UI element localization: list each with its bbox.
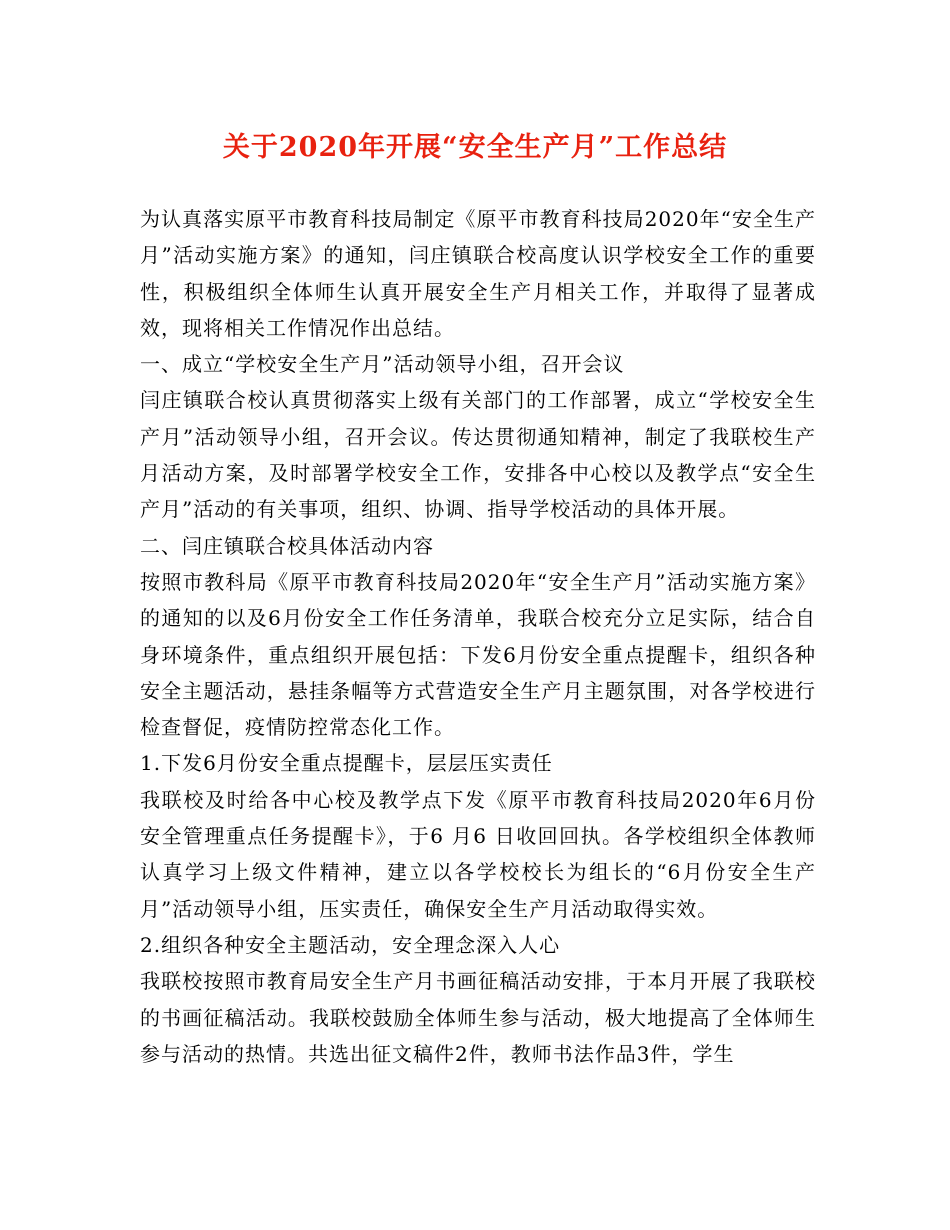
- subsection-heading-2: 2.组织各种安全主题活动，安全理念深入人心: [140, 932, 561, 957]
- subsection-1-paragraph: 我联校及时给各中心校及教学点下发《原平市教育科技局2020年6月份安全管理重点任务提醒卡》，于6 月6 日收回回执。各学校组织全体教师认真学习上级文件精神，建立以各学校校长为组长的“6月份安全生产月”活动领导小组，压实责任，确保安全生产月活动取得实效。: [140, 787, 816, 921]
- section-2-paragraph: 按照市教科局《原平市教育科技局2020年“安全生产月”活动实施方案》的通知的以及6月份安全工作任务清单，我联合校充分立足实际，结合自身环境条件，重点组织开展包括：下发6月份安全重点提醒卡，组织各种安全主题活动，悬挂条幅等方式营造安全生产月主题氛围，对各学校进行检查督促，疫情防控常态化工作。: [140, 569, 816, 740]
- section-1-paragraph: 闫庄镇联合校认真贯彻落实上级有关部门的工作部署，成立“学校安全生产月”活动领导小组，召开会议。传达贯彻通知精神，制定了我联校生产月活动方案，及时部署学校安全工作，安排各中心校以及教学点“安全生产月”活动的有关事项，组织、协调、指导学校活动的具体开展。: [140, 388, 816, 522]
- section-heading-2: 二、闫庄镇联合校具体活动内容: [140, 533, 434, 558]
- subsection-heading-1: 1.下发6月份安全重点提醒卡，层层压实责任: [140, 751, 553, 776]
- document-title: 关于2020年开展“安全生产月”工作总结: [222, 132, 728, 163]
- intro-paragraph: 为认真落实原平市教育科技局制定《原平市教育科技局2020年“安全生产月”活动实施方案》的通知，闫庄镇联合校高度认识学校安全工作的重要性，积极组织全体师生认真开展安全生产月相关工作，并取得了显著成效，现将相关工作情况作出总结。: [140, 207, 816, 340]
- subsection-2-paragraph: 我联校按照市教育局安全生产月书画征稿活动安排，于本月开展了我联校的书画征稿活动。我联校鼓励全体师生参与活动，极大地提高了全体师生参与活动的热情。共选出征文稿件2件，教师书法作品3件，学生: [140, 969, 816, 1066]
- document-body: [140, 201, 816, 1072]
- section-heading-1: 一、成立“学校安全生产月”活动领导小组，召开会议: [140, 352, 625, 377]
